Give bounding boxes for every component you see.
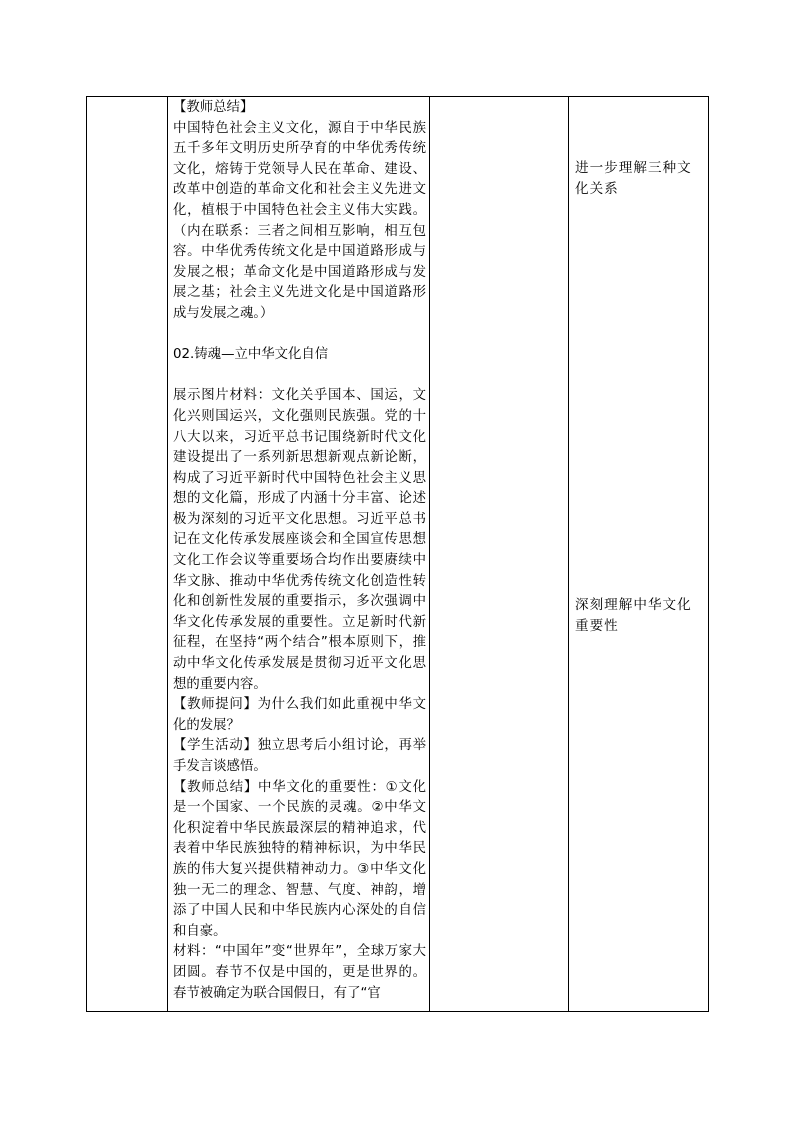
image-material-paragraph: 展示图片材料：文化关乎国本、国运，文化兴则国运兴，文化强则民族强。党的十八大以来，习近平总书记围绕新时代文化建设提出了一系列新思想新观点新论断，构成了习近平新时代中国特色社会主义思想的文化篇，形成了内涵十分丰富、论述极为深刻的习近平文化思想。习近平总书记在文化传承发展座谈会和全国宣传思想文化工作会议等重要场合均作出要赓续中华文脉、推动中华优秀传统文化创造性转化和创新性发展的重要指示，多次强调中华文化传承发展的重要性。立足新时代新征程，在坚持“两个结合”根本原则下，推动中华文化传承发展是贯彻习近平文化思想的重要内容。 xyxy=(173,388,426,692)
teacher-summary-heading: 【教师总结】 xyxy=(173,100,254,115)
material-paragraph: 材料：“中国年”变“世界年”，全球万家大团圆。春节不仅是中国的，更是世界的。春节被确定为联合国假日，有了“官 xyxy=(173,944,426,1001)
activity-cell xyxy=(168,97,430,1012)
goal-text-1: 进一步理解三种文化关系 xyxy=(575,160,692,197)
section-cell xyxy=(87,97,168,1012)
culture-summary-paragraph: 中国特色社会主义文化，源自于中华民族五千多年文明历史所孕育的中华优秀传统文化，熔铸于党领导人民在革命、建设、改革中创造的革命文化和社会主义先进文化，植根于中国特色社会主义伟大实践。（内在联系：三者之间相互影响，相互包容。中华优秀传统文化是中国道路形成与发展之根；革命文化是中国道路形成与发展之基；社会主义先进文化是中国道路形成与发展之魂。） xyxy=(173,120,426,321)
student-activity: 【学生活动】独立思考后小组讨论，再举手发言谈感悟。 xyxy=(173,738,426,774)
section-heading: 02.铸魂—立中华文化自信 xyxy=(173,347,329,363)
lesson-plan-table xyxy=(86,96,709,1012)
blank-line xyxy=(173,366,426,387)
teacher-summary-importance: 【教师总结】中华文化的重要性：①文化是一个国家、一个民族的灵魂。②中华文化积淀着中华民族最深层的精神追求，代表着中华民族独特的精神标识，为中华民族的伟大复兴提供精神动力。③中华文化独一无二的理念、智慧、气度、神韵，增添了中国人民和中华民族内心深处的自信和自豪。 xyxy=(173,779,426,939)
goal-text-2: 深刻理解中华文化重要性 xyxy=(575,597,692,634)
blank-line xyxy=(173,325,426,346)
goal-cell xyxy=(569,97,709,1012)
teacher-question: 【教师提问】为什么我们如此重视中华文化的发展？ xyxy=(173,697,426,733)
student-cell xyxy=(430,97,569,1012)
activity-content xyxy=(168,97,429,1004)
table-row xyxy=(87,97,709,1012)
